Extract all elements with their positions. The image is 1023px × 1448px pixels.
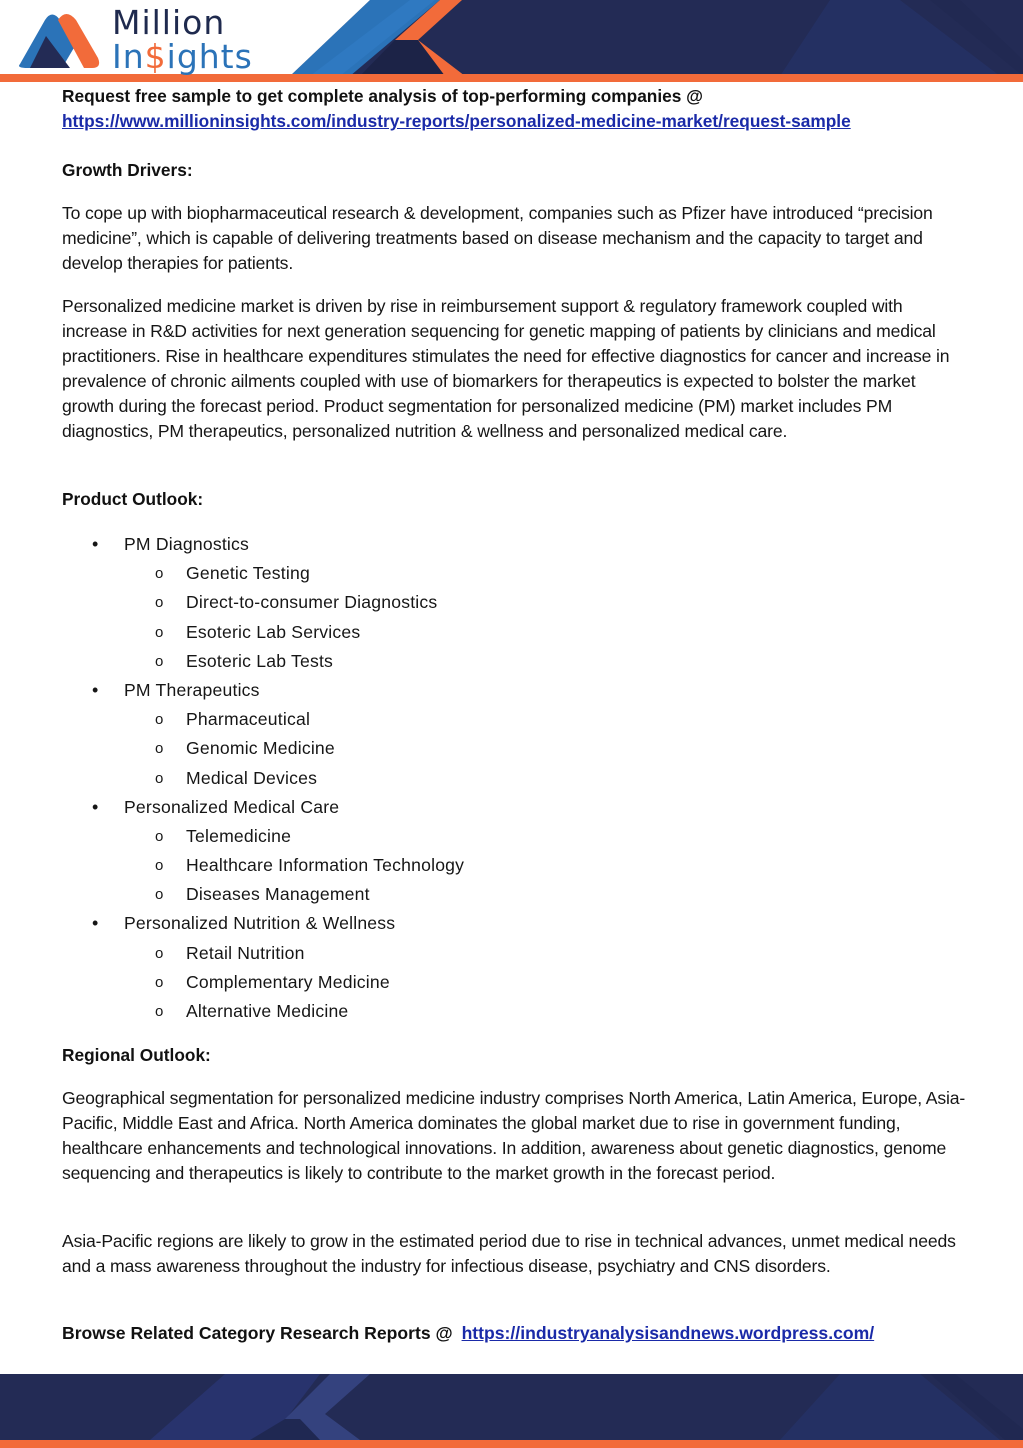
circle-bullet-icon: o (155, 711, 164, 729)
logo-line2-post: ights (166, 37, 253, 76)
list-subitem: o Esoteric Lab Tests (0, 647, 600, 676)
heading-growth-drivers: Growth Drivers: (62, 160, 193, 180)
list-item: • PM Diagnostics (0, 530, 600, 559)
list-subitem: o Telemedicine (0, 822, 600, 851)
circle-bullet-icon: o (155, 740, 164, 758)
browse-related-link[interactable]: https://industryanalysisandnews.wordpress.com/ (461, 1323, 875, 1343)
circle-bullet-icon: o (155, 973, 164, 991)
request-sample-text: Request free sample to get complete analysis of top-performing companies @ (62, 86, 704, 106)
list-item: • Personalized Nutrition & Wellness (0, 909, 600, 938)
list-subitem: o Genomic Medicine (0, 734, 600, 763)
circle-bullet-icon: o (155, 565, 164, 583)
list-subitem: o Pharmaceutical (0, 705, 600, 734)
footer-graphic (0, 1374, 1023, 1448)
list-item: • Personalized Medical Care (0, 793, 600, 822)
list-subitem: o Medical Devices (0, 764, 600, 793)
bullet-icon: • (92, 534, 99, 554)
bullet-icon: • (92, 796, 99, 817)
logo-dollar-sign: $ (144, 37, 167, 76)
browse-related-text: Browse Related Category Research Reports @ (62, 1323, 453, 1343)
list-subitem: o Esoteric Lab Services (0, 618, 600, 647)
circle-bullet-icon: o (155, 594, 164, 612)
circle-bullet-icon: o (155, 886, 164, 904)
growth-paragraph-2: Personalized medicine market is driven by rise in reimbursement support & regulatory framework coupled with increase in R&D activities for next generation sequencing for genetic mapping of patients by clinicians and medical practitioners. Rise in healthcare expenditures stimulates the need for effective diagnostics for cancer and increase in prevalence of chronic ailments coupled with use of biomarkers for therapeutics is expected to bolster the market growth during the forecast period. Product segmentation for personalized medicine (PM) market includes PM diagnostics, PM therapeutics, personalized nutrition & wellness and personalized medical care. (62, 296, 950, 441)
circle-bullet-icon: o (155, 769, 164, 787)
circle-bullet-icon: o (155, 652, 164, 670)
list-subitem: o Genetic Testing (0, 559, 600, 588)
list-subitem: o Healthcare Information Technology (0, 851, 600, 880)
circle-bullet-icon: o (155, 1003, 164, 1020)
bullet-icon: • (92, 913, 99, 934)
heading-regional-outlook: Regional Outlook: (62, 1045, 211, 1065)
footer-banner (0, 1374, 1023, 1448)
circle-bullet-icon: o (155, 827, 164, 845)
list-subitem: o Complementary Medicine (0, 968, 600, 997)
circle-bullet-icon: o (155, 857, 164, 875)
list-subitem: o Direct-to-consumer Diagnostics (0, 588, 600, 617)
bullet-icon: • (92, 679, 99, 700)
browse-related (62, 1321, 874, 1346)
growth-paragraph-1: To cope up with biopharmaceutical research & development, companies such as Pfizer have introduced “precision medicine”, which is capable of delivering treatments based on disease mechanism and the capacity to target and develop therapies for patients. (62, 203, 933, 273)
list-subitem: o Alternative Medicine (0, 997, 600, 1026)
logo-line1: Million (112, 3, 226, 42)
logo-wordmark (112, 3, 253, 76)
list-subitem: o Diseases Management (0, 880, 600, 909)
heading-product-outlook: Product Outlook: (62, 489, 204, 509)
logo-line2 (112, 37, 253, 76)
product-outlook-list (0, 530, 600, 1026)
regional-paragraph-1: Geographical segmentation for personalized medicine industry comprises North America, Latin America, Europe, Asia-Pacific, Middle East and Africa. North America dominates the global market due to rise in government funding, healthcare enhancements and technological innovations. In addition, awareness about genetic diagnostics, genome sequencing and therapeutics is likely to contribute to the market growth in the forecast period. (62, 1088, 966, 1183)
circle-bullet-icon: o (155, 623, 164, 641)
request-sample-link[interactable]: https://www.millioninsights.com/industry-reports/personalized-medicine-market/request-sample (62, 111, 851, 131)
regional-paragraph-2: Asia-Pacific regions are likely to grow in the estimated period due to rise in technical advances, unmet medical needs and a mass awareness throughout the industry for infectious disease, psychiatry and CNS disorders. (62, 1231, 956, 1276)
circle-bullet-icon: o (155, 944, 164, 962)
list-item: • PM Therapeutics (0, 676, 600, 705)
header-banner (0, 0, 1023, 82)
list-subitem: o Retail Nutrition (0, 939, 600, 968)
logo-line2-pre: In (112, 37, 145, 76)
